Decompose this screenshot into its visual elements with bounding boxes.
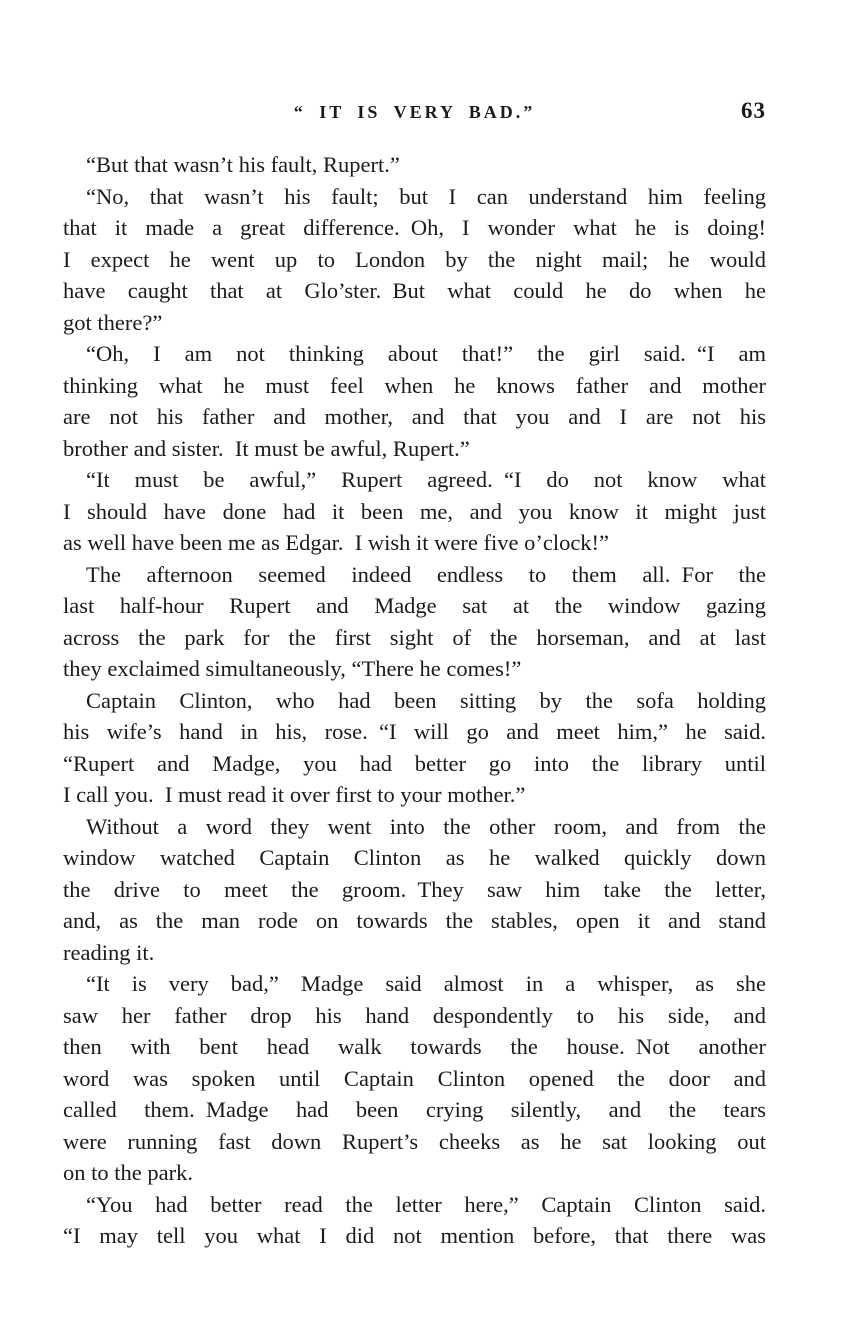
- text-line: across the park for the first sight of the horseman, and at last: [63, 624, 766, 650]
- text-line: I should have done had it been me, and you know it might just: [63, 498, 766, 524]
- text-line: thinking what he must feel when he knows father and mother: [63, 372, 766, 398]
- text-line: “But that wasn’t his fault, Rupert.”: [86, 152, 400, 177]
- text-line: reading it.: [63, 939, 155, 965]
- paragraph: [63, 559, 766, 685]
- text-line: I call you. I must read it over first to your mother.”: [63, 782, 526, 807]
- text-line: The afternoon seemed indeed endless to them all. For the: [86, 561, 766, 587]
- text-line: are not his father and mother, and that you and I are not his: [63, 404, 766, 429]
- text-line: called them. Madge had been crying silently, and the tears: [63, 1097, 766, 1122]
- text-line: the drive to meet the groom. They saw him take the letter,: [63, 876, 766, 902]
- text-line: saw her father drop his hand despondently to his side, and: [63, 1002, 766, 1028]
- text-line: I expect he went up to London by the night mail; he would: [63, 246, 766, 272]
- text-line: they exclaimed simultaneously, “There he comes!”: [63, 656, 522, 681]
- page-body: [63, 149, 766, 1252]
- text-line: “Rupert and Madge, you had better go into the library until: [63, 750, 766, 776]
- running-head-title: “ IT IS VERY BAD.”: [293, 102, 536, 122]
- text-line: got there?”: [63, 309, 163, 335]
- paragraph: [63, 968, 766, 1189]
- text-line: his wife’s hand in his, rose. “I will go and meet him,” he said.: [63, 719, 766, 744]
- text-line: and, as the man rode on towards the stables, open it and stand: [63, 908, 766, 933]
- running-head: [63, 100, 766, 128]
- text-line: brother and sister. It must be awful, Rupert.”: [63, 435, 470, 461]
- text-line: “It is very bad,” Madge said almost in a whisper, as she: [86, 971, 766, 996]
- text-line: that it made a great difference. Oh, I wonder what he is doing!: [63, 215, 766, 240]
- paragraph: [63, 685, 766, 811]
- text-line: “You had better read the letter here,” Captain Clinton said.: [86, 1191, 766, 1217]
- text-line: were running fast down Rupert’s cheeks as he sat looking out: [63, 1128, 766, 1154]
- paragraph: [63, 181, 766, 339]
- text-line: as well have been me as Edgar. I wish it were five o’clock!”: [63, 530, 610, 555]
- text-line: “Oh, I am not thinking about that!” the girl said. “I am: [86, 341, 766, 366]
- paragraph: [63, 464, 766, 559]
- paragraph: [63, 1189, 766, 1252]
- text-line: Captain Clinton, who had been sitting by the sofa holding: [86, 687, 766, 713]
- paragraph: [63, 149, 766, 181]
- text-line: window watched Captain Clinton as he walked quickly down: [63, 845, 766, 870]
- page-number: 63: [741, 98, 766, 123]
- text-line: have caught that at Glo’ster. But what could he do when he: [63, 278, 766, 303]
- text-line: Without a word they went into the other room, and from the: [86, 813, 766, 839]
- text-line: on to the park.: [63, 1160, 193, 1185]
- paragraph: [63, 811, 766, 969]
- text-line: last half-hour Rupert and Madge sat at the window gazing: [63, 593, 766, 618]
- text-line: “I may tell you what I did not mention before, that there was: [63, 1223, 766, 1248]
- text-line: word was spoken until Captain Clinton opened the door and: [63, 1065, 766, 1091]
- text-line: then with bent head walk towards the house. Not another: [63, 1034, 766, 1059]
- text-line: “No, that wasn’t his fault; but I can understand him feeling: [86, 183, 766, 209]
- text-line: “It must be awful,” Rupert agreed. “I do not know what: [86, 467, 766, 492]
- paragraph: [63, 338, 766, 464]
